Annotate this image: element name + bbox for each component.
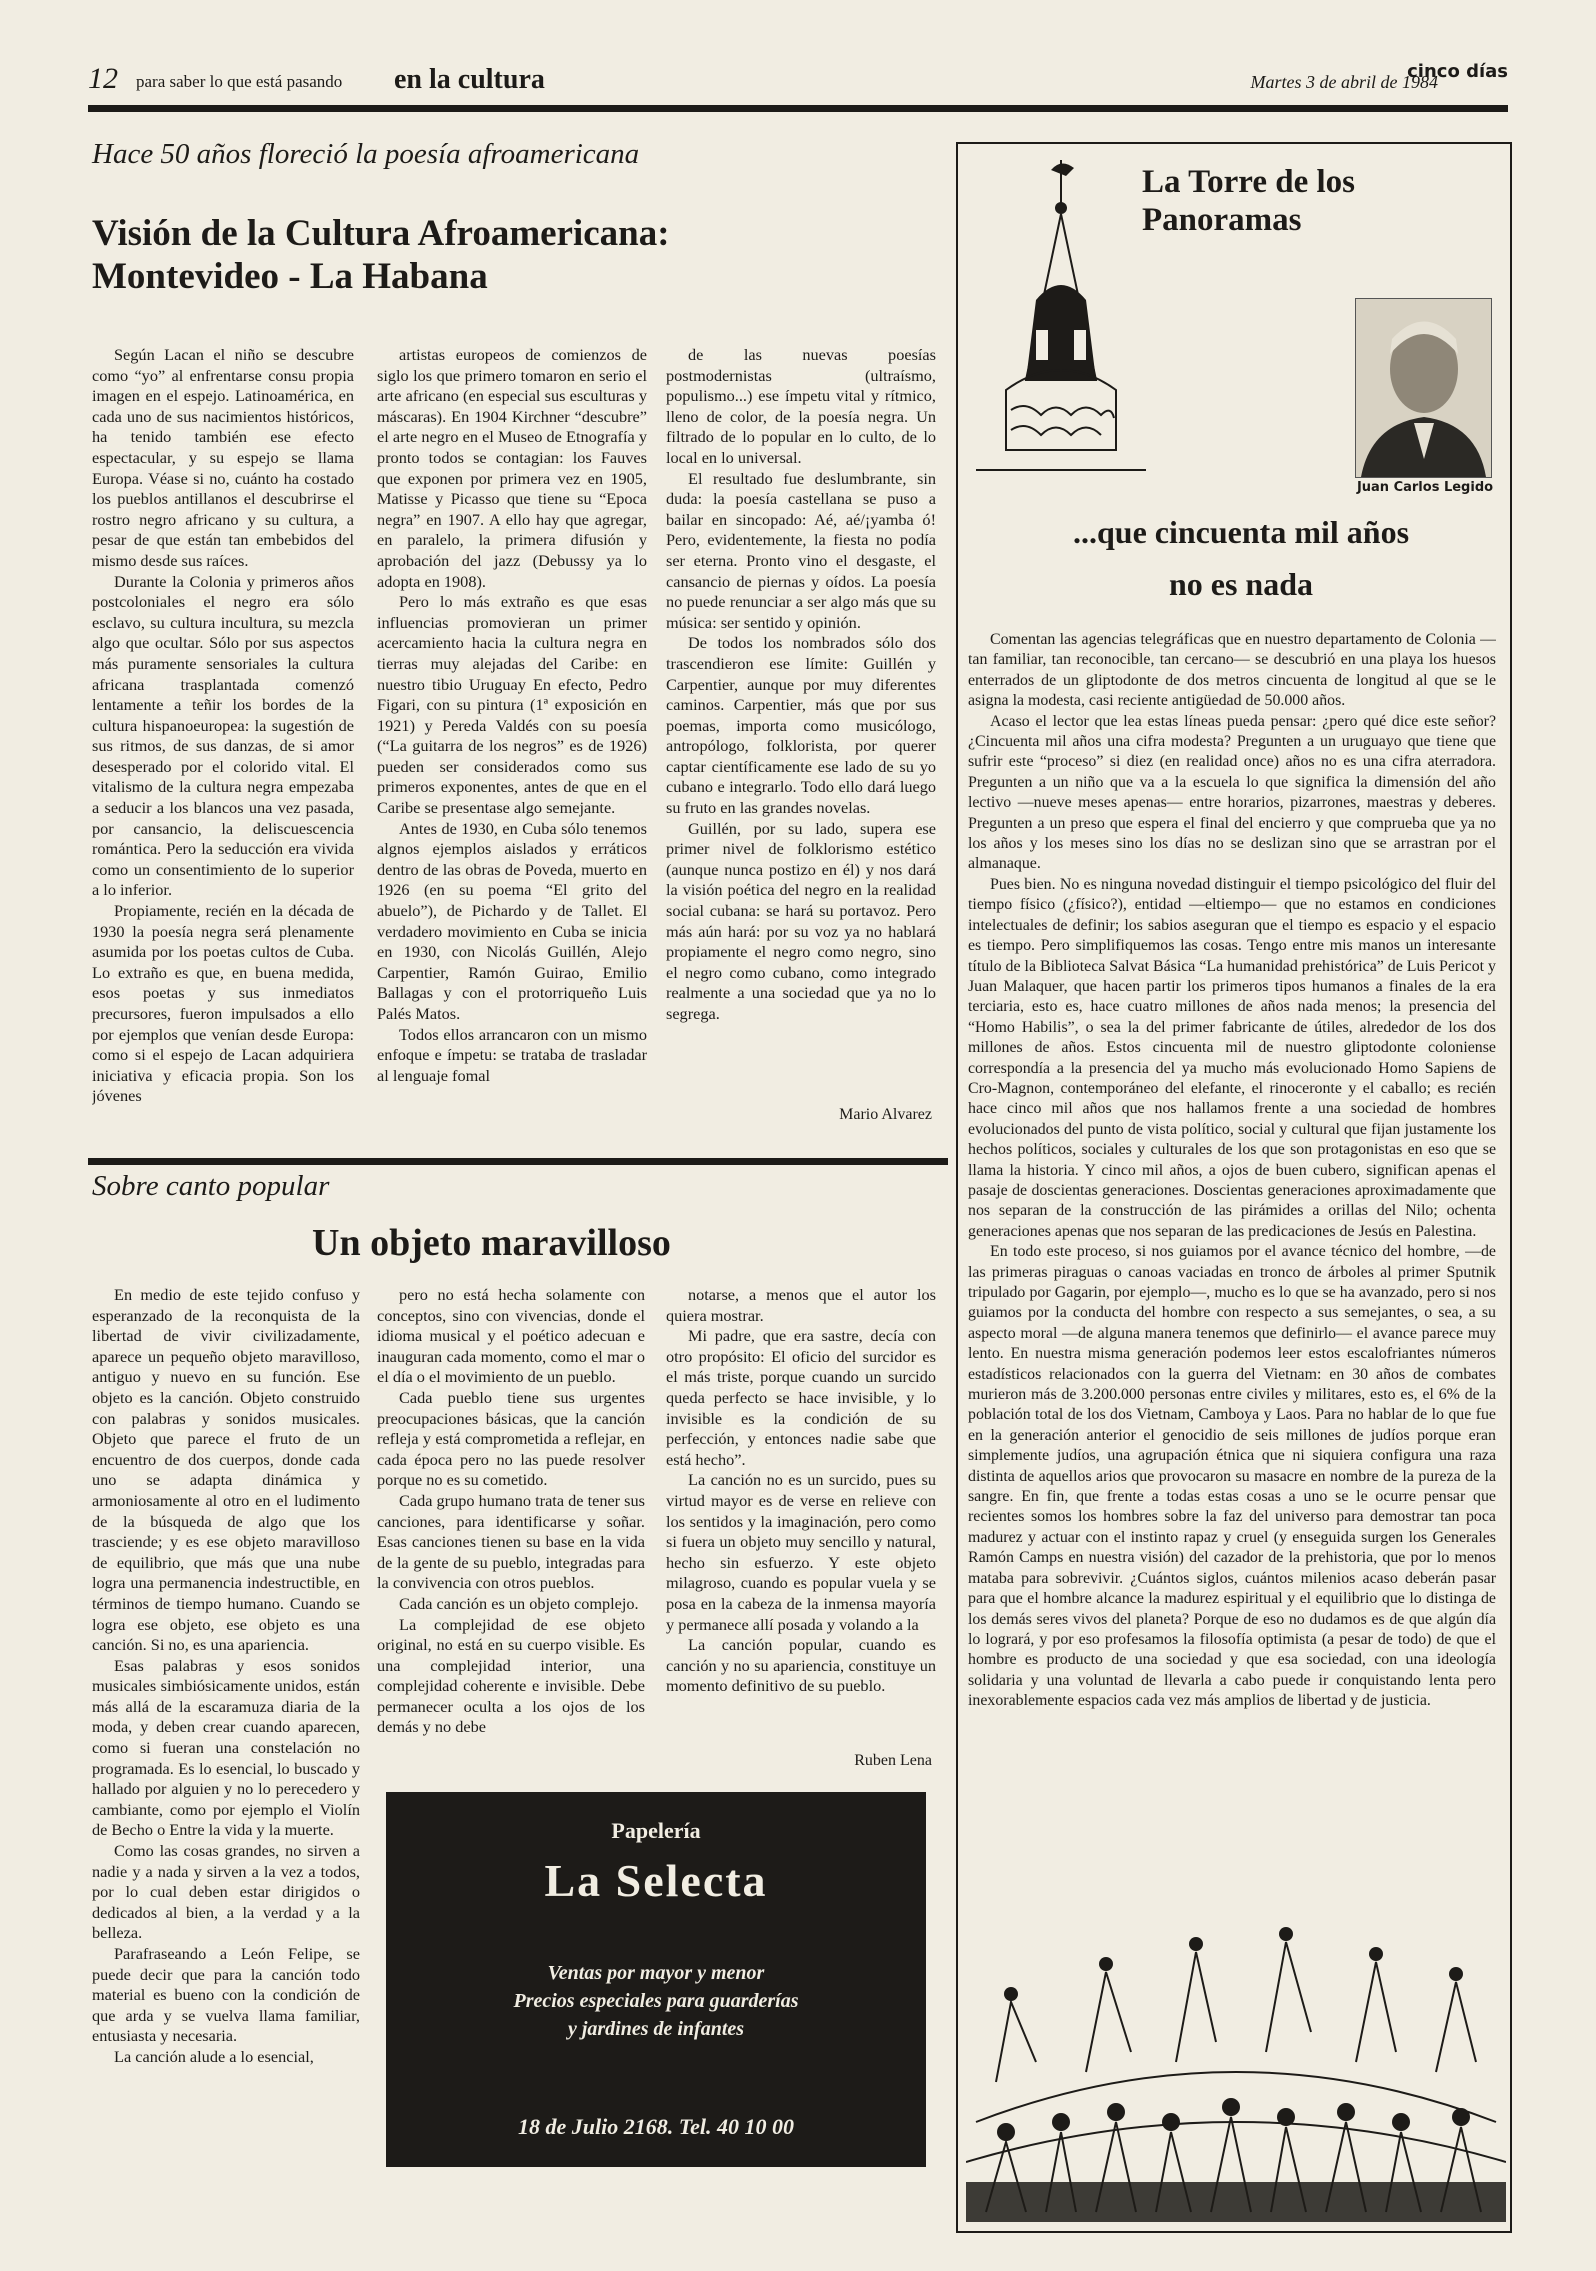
- ad-line-3: y jardines de infantes: [567, 2018, 745, 2040]
- ad-line-2: Precios especiales para guarderías: [513, 1990, 799, 2012]
- article2-column-1: En medio de este tejido confuso y esperanzado de la reconquista de la libertad de vivir civilizadamente, aparece un pequeño objeto maravilloso, antiguo y nuevo en su función. Ese objeto es la canción. Objeto construido con palabras y sonidos musicales. Objeto que parece el fruto de un encuentro de dos cuerpos, donde cada uno se adapta dinámica y armoniosamente al otro en el ludimento de la búsqueda de algo que los trasciende; y es ese objeto maravilloso de equilibrio, que más que una nube logra una permanencia indestructible, en términos de tiempo humano. Cuando se logra ese objeto, ese objeto es una canción. Si no, es una apariencia. Esas palabras y esos sonidos musicales simbiósicamente unidos, están más allá de la escaramuza diaria de la moda, y deben crear cuando aparecen, como si fueran una constelación no programada. Es lo esencial, lo buscado y hallado por alguien y no lo perecedero y cambiante, como por ejemplo el Violín de Becho o Entre la vida y la muerte. Como las cosas grandes, no sirven a nadie y a nada y sirven a la vez a todos, por lo cual deben estar dirigidos o dedicados al bien, a la verdad y a la belleza. Parafraseando a León Felipe, se puede decir que para la canción todo material es bueno con la condición de que arda y se vuelva llama familiar, entusiasta y necesaria. La canción alude a lo esencial,: [92, 1285, 360, 2066]
- article1-column-3: de las nuevas poesías postmodernistas (ultraísmo, populismo...) ese ímpetu vital y rítmico, lleno de color, de la poesía negra. Un filtrado de lo popular en lo culto, de lo local en lo universal. El resultado fue deslumbrante, sin duda: la poesía castellana se puso a bailar en sincopado: Aé, aé/¡yamba ó! Pero, evidentemente, la fiesta no podía ser eterna. Pronto vino el desgaste, el cansancio de piernas y oídos. La poesía no puede renunciar a ser algo más que su música: ser sentido y opinión. De todos los nombrados sólo dos trascendieron ese límite: Guillén y Carpentier, aunque por muy diferentes caminos. Carpentier, más que por sus poemas, importa como musicólogo, antropólogo, folklorista, por querer captar científicamente ese lado de su yo cubano e integrarlo. Todo ello dará luego su fruto en las grandes novelas. Guillén, por su lado, supera ese primer nivel de folklorismo estético (aunque nunca postizo en él) y nos dará la visión poética del negro en la realidad social cubana: se hará su portavoz. Pero más aún hará: por su voz ya no hablará propiamente el negro como negro, sino el negro como cubano, como integrado realmente a una sociedad que ya no lo segrega.: [666, 345, 936, 1023]
- header-rule: [88, 105, 1508, 112]
- section-name: en la cultura: [394, 64, 545, 95]
- article1-title: Visión de la Cultura Afroamericana: Montevideo - La Habana: [92, 213, 670, 297]
- article1-column-1: Según Lacan el niño se descubre como “yo” al enfrentarse consu propia imagen en el espejo. Latinoamérica, en cada uno de sus nacimientos históricos, ha tenido también ese efecto espectacular, y su espejo se llama Europa. Véase si no, cuánto ha costado los pueblos antillanos el descubrirse el rostro negro africano y su cultura, a pesar de que están tan embebidos del mismo desde sus raíces. Durante la Colonia y primeros años postcoloniales el negro era sólo esclavo, su cultura incultura, su mezcla algo que ocultar. Sólo por sus aspectos más puramente sensoriales la cultura africana trasplantada comenzó lentamente a teñir los bordes de la cultura hispanoeuropea: la sugestión de sus ritmos, de sus danzas, de si amor desesperado por el colorido vital. El vitalismo de la cultura negra empezaba a seducir a los blancos una vez pasada, por cansancio, la deliscuescencia romántica. Pero la seducción era vivida como un consentimiento de lo superior a lo inferior. Propiamente, recién en la década de 1930 la poesía negra será plenamente asumida por los poetas cultos de Cuba. Lo extraño es que, en buena medida, esos poetas y sus inmediatos precursores, fueron impulsados a ello por ejemplos que venían desde Europa: como si el espejo de Lacan adquiriera iniciativa y eficacia propia. Son los jóvenes: [92, 345, 354, 1106]
- article1-kicker: Hace 50 años floreció la poesía afroamericana: [92, 138, 640, 170]
- column-title: La Torre de los Panoramas: [1142, 164, 1356, 238]
- newspaper-logo: cinco días: [1407, 61, 1508, 82]
- article2-kicker: Sobre canto popular: [92, 1170, 330, 1202]
- ad-store-name: La Selecta: [544, 1855, 768, 1906]
- author-photo: [1355, 298, 1492, 478]
- issue-date: Martes 3 de abril de 1984: [1250, 72, 1438, 92]
- page-number: 12: [88, 62, 118, 95]
- article2-column-2: pero no está hecha solamente con conceptos, sino con vivencias, donde el idioma musical y el poético adecuan e inauguran cada momento, como el mar o el día o el movimiento de un pueblo. Cada pueblo tiene sus urgentes preocupaciones básicas, que la canción refleja y está comprometida a reflejar, en cada época pero no las puede resolver porque no es su cometido. Cada grupo humano trata de tener sus canciones, para identificarse y soñar. Esas canciones tienen su base en la vida de la gente de su pueblo, integradas para la convivencia con otros pueblos. Cada canción es un objeto complejo. La complejidad de ese objeto original, no está en su cuerpo visible. Es una complejidad interior, una complejidad coherente e invisible. Debe permanecer oculta a los ojos de los demás y no debe: [377, 1285, 645, 1737]
- page-header: [88, 62, 1508, 102]
- author-name: Juan Carlos Legido: [1356, 480, 1494, 495]
- article1-signature: Mario Alvarez: [839, 1106, 932, 1123]
- article2-title: Un objeto maravilloso: [312, 1222, 671, 1264]
- article2-column-3: notarse, a menos que el autor los quiera mostrar. Mi padre, que era sastre, decía con otro propósito: El oficio del surcidor es el más triste, porque cuando un surcido queda perfecto se hace invisible, y lo invisible es la condición de su perfección, y entonces nadie sabe que está hecho”. La canción no es un surcido, pues su virtud mayor es de verse en relieve con los sentidos y la imaginación, pero como si fuera un objeto muy sencillo y natural, hecho sin esfuerzo. Y este objeto milagroso, cuando es popular vuela y se posa en la cabeza de la inmensa mayoría y permanece allí posada y volando a la La canción popular, cuando es canción y no su apariencia, constituye un momento definitivo de su pueblo.: [666, 1285, 936, 1696]
- ad-category: Papelería: [611, 1818, 701, 1843]
- article2-signature: Ruben Lena: [854, 1752, 932, 1769]
- section-rule: [88, 1158, 948, 1165]
- ad-line-1: Ventas por mayor y menor: [547, 1962, 765, 1984]
- header-kicker: para saber lo que está pasando: [136, 72, 343, 91]
- advertisement-la-selecta: [386, 1792, 926, 2167]
- column-body: Comentan las agencias telegráficas que en nuestro departamento de Colonia —tan familiar, tan reconocible, tan cercano— se descubrió en una playa los huesos enterrados de un gliptodonte de dos metros cincuenta de longitud al que se le asigna la modesta, casi reciente antigüedad de 50.000 años. Acaso el lector que lea estas líneas pueda pensar: ¿pero qué dice este señor? ¿Cincuenta mil años una cifra modesta? Pregunten a un uruguayo que tiene que sufrir este “proceso” si diez (en realidad once) años no es una cifra aterradora. Pregunten a un niño que va a la escuela lo que significa la dimensión del año lectivo —nueve meses apenas— entre horarios, pizarrones, maestras y deberes. Pregunten a un preso que espera el final del encierro y que comprueba que ya no los años y los meses sino los días no se deslizan sino que se arrastran por el almanaque. Pues bien. No es ninguna novedad distinguir el tiempo psicológico del fluir del tiempo físico (¿físico?), entidad —eltiempo— que no estamos en condiciones intelectuales de definir; los sabios aseguran que el tiempo es espacio y el espacio es tiempo. Pero simplifiquemos las cosas. Tengo entre mis manos un interesante título de la Biblioteca Salvat Básica “La humanidad prehistórica” de Luis Pericot y Juan Malaquer, que hacen partir los primeros tipos humanos a finales de la era terciaria, esto es, hace cuatro millones de años nada menos; la presencia del “Homo Habilis”, o sea la del primer fabricante de útiles, alrededor de los dos millones de años. Estos cincuenta mil de nuestro gliptodonte coloniense correspondía a la presencia del ya mucho más evolucionado Homo Sapiens de Cro-Magnon, contemporáneo del elefante, el rinoceronte y el caballo; es recién hace cinco mil años que nos hallamos frente a una sociedad de hombres evolucionados del punto de vista político, social y cultural que fijan justamente los hechos políticos, sociales y culturales de los que son protagonistas en eso que se llama la historia. Y cinco mil años, a ojos de buen cubero, significan apenas el pasaje de doscientas generaciones. Doscientas generaciones aproximadamente que nos separan de la construcción de las pirámides a orillas del Nilo; ochenta generaciones apenas que nos separan de las predicaciones de Jesús en Palestina. En todo este proceso, si nos guiamos por el avance técnico del hombre, —de las primeras piraguas o canoas vaciadas en tronco de árboles al primer Sputnik tripulado por Gagarin, por ejemplo—, mucho es lo que se ha avanzado, pero si nos guiamos por la conducta del hombre con respecto a sus semejantes, o sea, a su aspecto moral —de alguna manera tenemos que definirlo— el avance parece muy lento. En nuestra misma generación podemos leer estos escalofriantes números estadísticos relacionados con la guerra del Vietnam: en 30 años de combates murieron más de 3.200.000 personas entre civiles y militares, esto es, el 6% de la población total de los dos Vietnam, Camboya y Laos. Para no hablar de lo que fue en la generación anterior el genocidio de seis millones de judíos porque eran simplemente judíos, una agrupación étnica que ni siquiera configura una raza distinta de aquellos arios que provocaron su masacre en nombre de la pureza de la sangre. En fin, que frente a todas estas cosas a uno se le ocurre pensar que recientes somos los hombres sobre la faz del universo para demostrar tan poca madurez y actuar con el instinto rapaz y cruel (y enseguida surgen los Generales Ramón Camps en nuestra visión) del cazador de la prehistoria, que por lo menos mataba para sobrevivir. ¿Cuántos siglos, cuántos milenios acaso deberán pasar para que el hombre alcance la madurez espiritual y el equilibrio que lo distinga de los demás seres vivos del planeta? Porque de eso no dudamos es de que algún día lo logrará, y por eso profesamos la filosofía optimista (a pesar de todo) de que el hombre es producto de una sociedad y que esa sociedad, con una ideología solidaria y una voluntad de llevarla a cabo puede ir conquistando lenta pero inexorablemente espacios cada vez más amplios de libertad y de justicia.: [968, 631, 1496, 1710]
- ad-address: 18 de Julio 2168. Tel. 40 10 00: [517, 2114, 795, 2139]
- article1-column-2: artistas europeos de comienzos de siglo los que primero tomaron en serio el arte africano (en especial sus esculturas y máscaras). En 1904 Kirchner “descubre” el arte negro en el Museo de Etnografía y pronto todos se contagian: los Fauves que exponen por primera vez en 1905, Matisse y Picasso que tiene su “Epoca negra” en 1907. A ello hay que agregar, en paralelo, la primera difusión y aprobación del jazz (Debussy ya lo adopta en 1908). Pero lo más extraño es que esas influencias promovieran un primer acercamiento hacia la cultura negra en tierras muy alejadas del Caribe: en nuestro tibio Uruguay En efecto, Pedro Figari, con su pintura (1ª exposición en 1921) y Pereda Valdés con su poesía (“La guitarra de los negros” es de 1926) pueden ser considerados como sus primeros exponentes, antes de que en el Caribe se presentase algo semejante. Antes de 1930, en Cuba sólo tenemos algnos ejemplos aislados y erráticos dentro de las obras de Poveda, muerto en 1926 (en su poema “El grito del abuelo”), de Pichardo y de Tallet. El verdadero movimiento en Cuba se inicia en 1930, con Nicolás Guillén, Alejo Carpentier, Ramón Guirao, Emilio Ballagas y con el protorriqueño Luis Palés Matos. Todos ellos arrancaron con un mismo enfoque e ímpetu: se trataba de trasladar al lenguaje fomal: [377, 345, 647, 1085]
- column-subtitle: ...que cincuenta mil años no es nada: [1072, 514, 1410, 602]
- crowd-illustration: [966, 1882, 1506, 2222]
- tower-illustration: [966, 150, 1156, 480]
- portrait-image: [1356, 299, 1491, 477]
